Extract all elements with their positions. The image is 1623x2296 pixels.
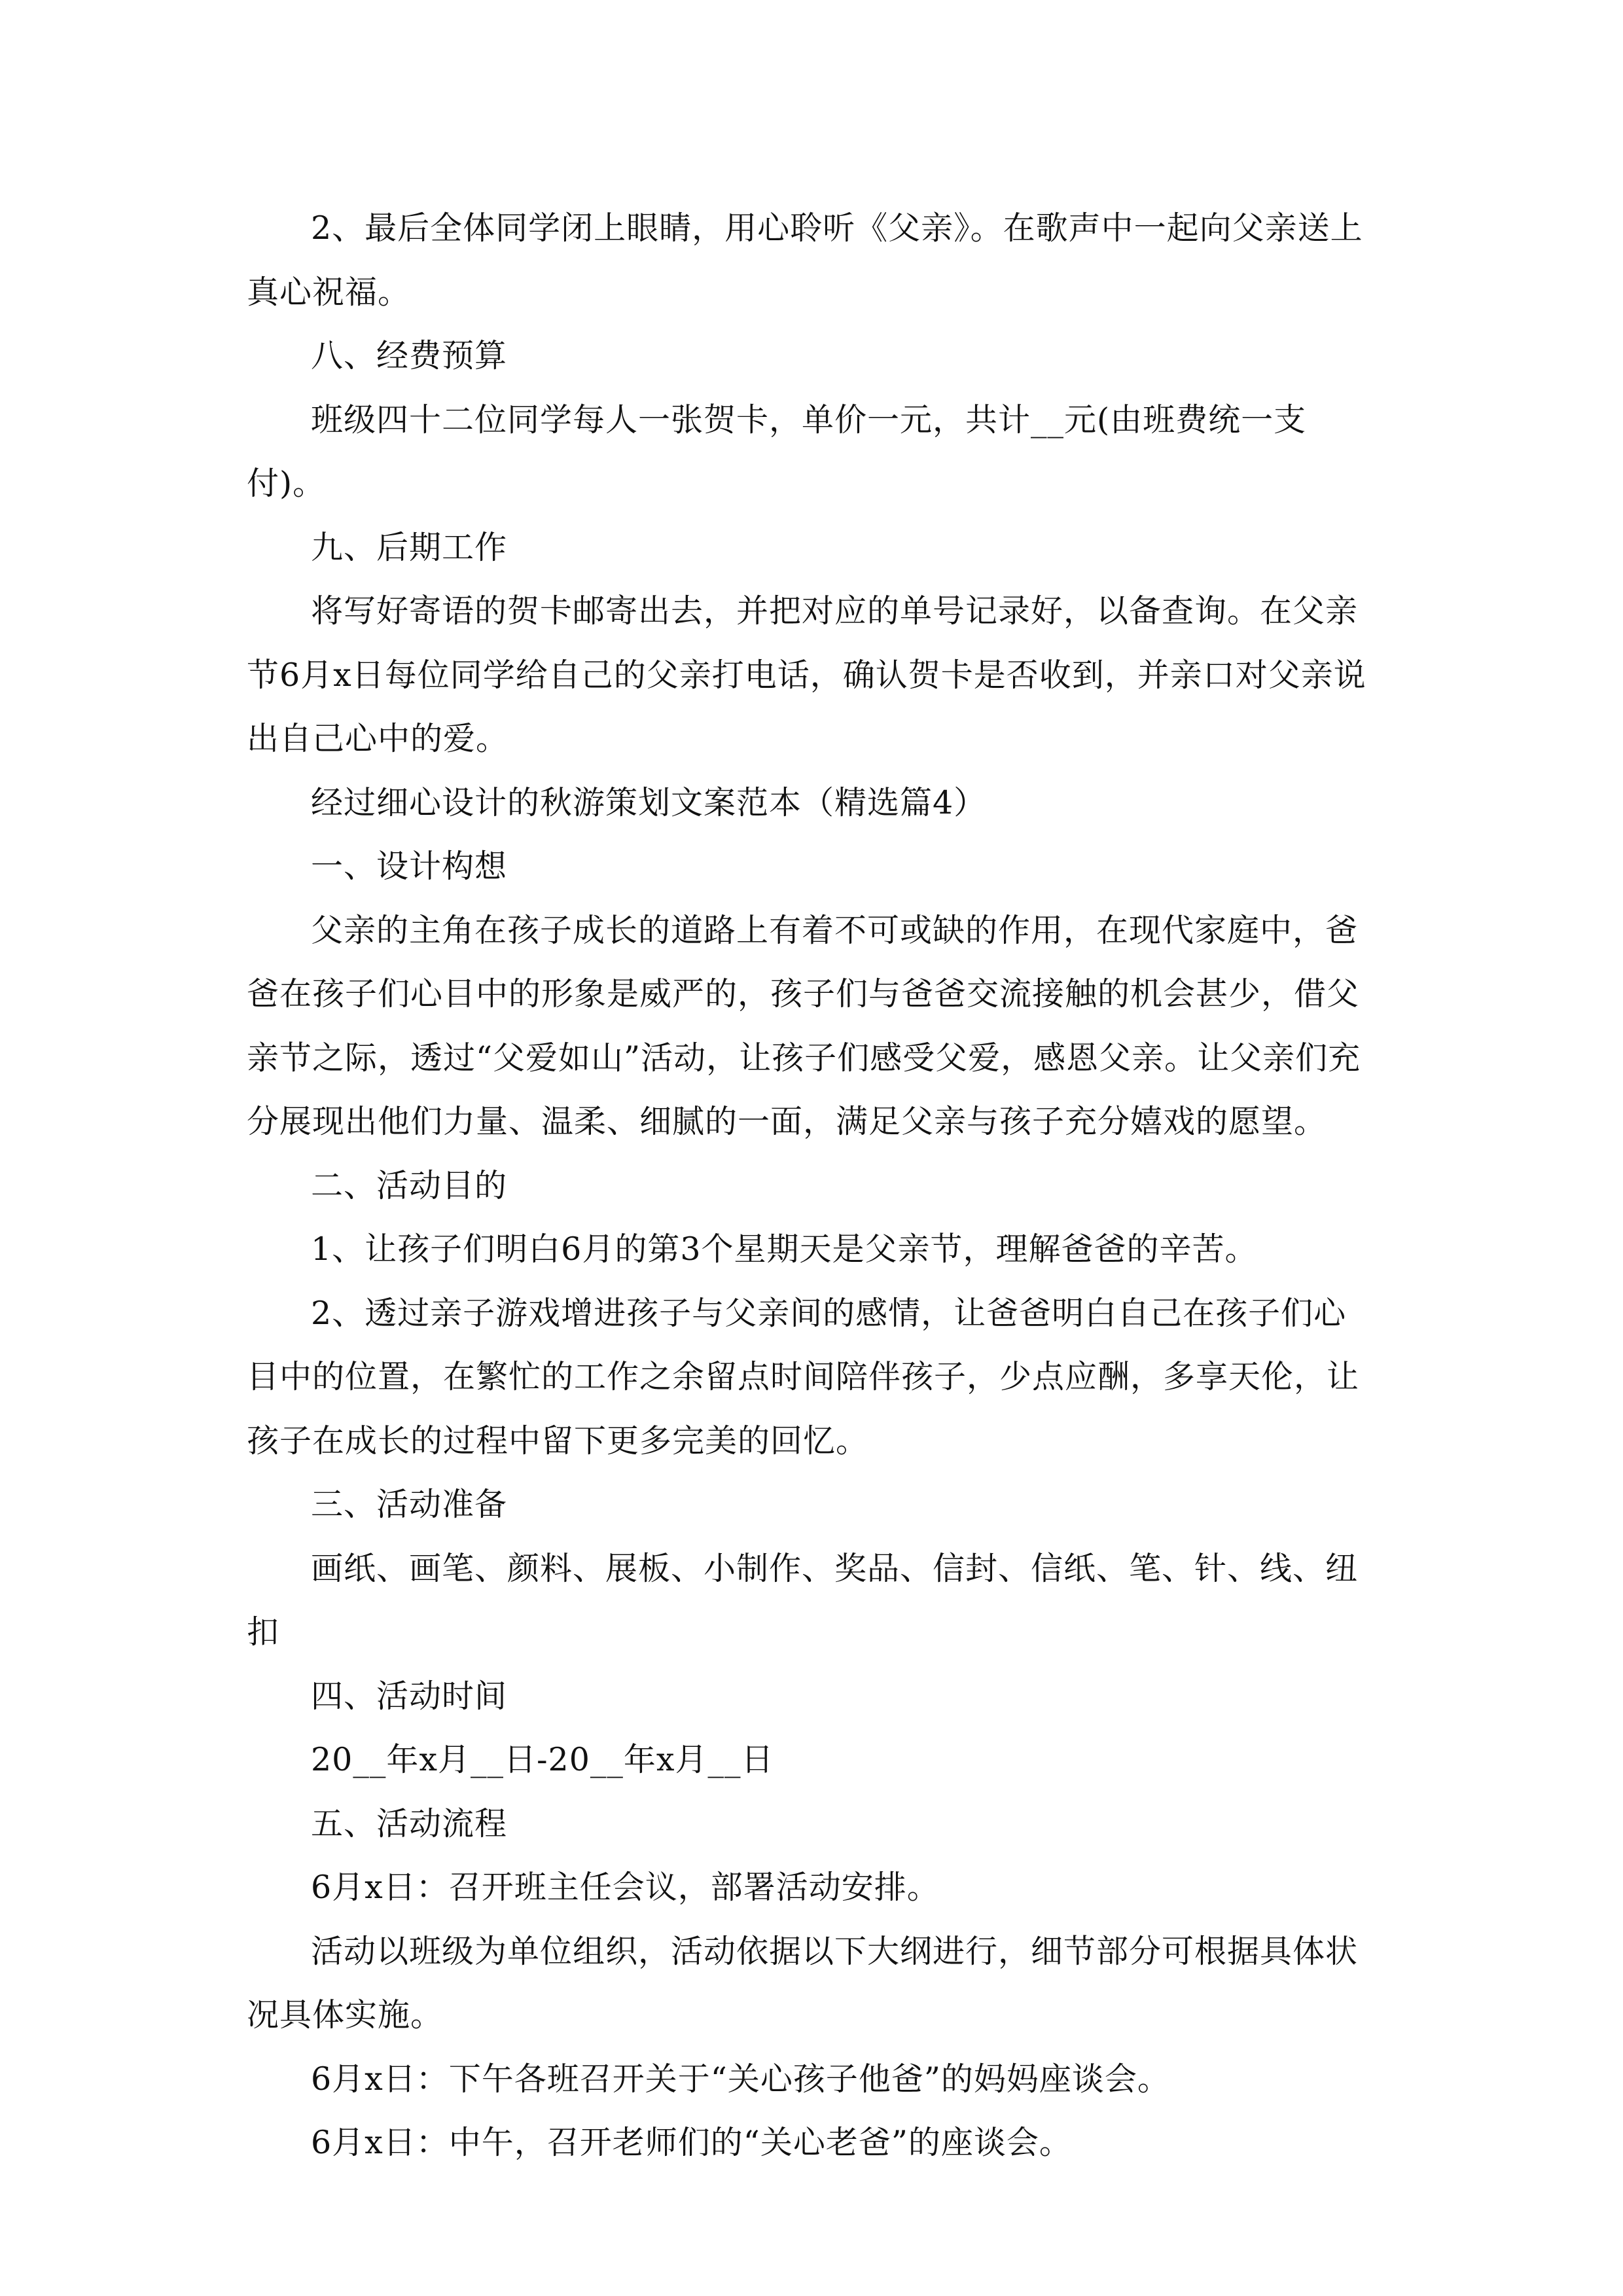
heading-design-concept: 一、设计构想 <box>311 848 508 885</box>
paragraph-budget: 班级四十二位同学每人一张贺卡，单价一元，共计__元(由班费统一支付)。 <box>247 401 1307 502</box>
paragraph-process-outline: 活动以班级为单位组织，活动依据以下大纲进行，细节部分可根据具体状况具体实施。 <box>247 1932 1359 2034</box>
paragraph-song-blessing: 2、最后全体同学闭上眼睛，用心聆听《父亲》。在歌声中一起向父亲送上真心祝福。 <box>247 209 1363 311</box>
document-body <box>247 196 1379 2175</box>
paragraph-purpose-1: 1、让孩子们明白6月的第3个星期天是父亲节，理解爸爸的辛苦。 <box>311 1230 1258 1268</box>
paragraph-process-teachers: 6月x日：中午，召开老师们的“关心老爸”的座谈会。 <box>311 2124 1072 2161</box>
heading-budget: 八、经费预算 <box>311 337 508 374</box>
paragraph-design-concept: 父亲的主角在孩子成长的道路上有着不可或缺的作用，在现代家庭中，爸爸在孩子们心目中的形象是威严的，孩子们与爸爸交流接触的机会甚少，借父亲节之际，透过“父爱如山”活动，让孩子们感受父爱，感恩父亲。让父亲们充分展现出他们力量、温柔、细腻的一面，满足父亲与孩子充分嬉戏的愿望。 <box>247 911 1361 1140</box>
paragraph-process-mothers: 6月x日：下午各班召开关于“关心孩子他爸”的妈妈座谈会。 <box>311 2060 1170 2098</box>
heading-activity-process: 五、活动流程 <box>311 1804 508 1842</box>
paragraph-preparation: 画纸、画笔、颜料、展板、小制作、奖品、信封、信纸、笔、针、线、纽扣 <box>247 1549 1359 1651</box>
section-title: 经过细心设计的秋游策划文案范本（精选篇4） <box>311 783 987 821</box>
paragraph-follow-up: 将写好寄语的贺卡邮寄出去，并把对应的单号记录好，以备查询。在父亲节6月x日每位同学给自己的父亲打电话，确认贺卡是否收到，并亲口对父亲说出自己心中的爱。 <box>247 592 1366 757</box>
paragraph-activity-time: 20__年x月__日-20__年x月__日 <box>311 1741 774 1778</box>
paragraph-process-meeting: 6月x日：召开班主任会议，部署活动安排。 <box>311 1869 940 1906</box>
paragraph-purpose-2: 2、透过亲子游戏增进孩子与父亲间的感情，让爸爸明白自己在孩子们心目中的位置，在繁忙的工作之余留点时间陪伴孩子，少点应酬，多享天伦，让孩子在成长的过程中留下更多完美的回忆。 <box>247 1294 1360 1460</box>
heading-activity-preparation: 三、活动准备 <box>311 1486 508 1523</box>
heading-activity-purpose: 二、活动目的 <box>311 1166 508 1204</box>
heading-follow-up: 九、后期工作 <box>311 528 508 566</box>
heading-activity-time: 四、活动时间 <box>311 1677 508 1715</box>
